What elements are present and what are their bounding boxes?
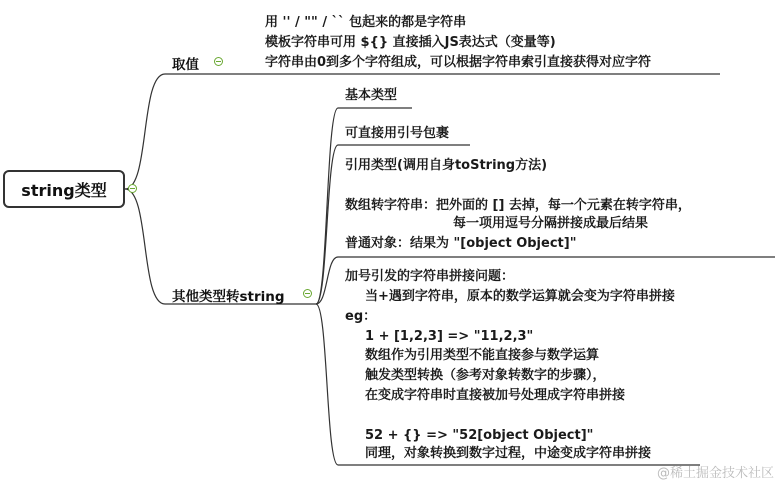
connector-convert-plus: [316, 304, 338, 465]
collapse-convert-icon[interactable]: [303, 289, 312, 298]
connector-convert-basic: [316, 108, 338, 304]
ref-object-line: 普通对象：结果为 "[object Object]": [345, 236, 577, 251]
plus-line-7: 在变成字符串时直接被加号处理成字符串拼接: [365, 388, 626, 403]
value-line-3: 字符串由0到多个字符组成，可以根据字符串索引直接获得对应字符: [265, 55, 652, 70]
connector-root-convert: [125, 189, 165, 304]
collapse-root-icon[interactable]: [128, 184, 137, 193]
child-basic: 基本类型: [345, 88, 398, 103]
plus-line-9: 同理，对象转换到数字过程，中途变成字符串拼接: [365, 446, 652, 461]
child-quote: 可直接用引号包裹: [345, 126, 450, 141]
branch-value-label[interactable]: 取值: [172, 57, 199, 73]
plus-line-4: 1 + [1,2,3] => "11,2,3": [365, 329, 534, 344]
watermark: @稀土掘金技术社区: [656, 466, 774, 481]
value-line-1: 用 '' / "" / `` 包起来的都是字符串: [265, 15, 467, 30]
plus-line-6: 触发类型转换（参考对象转数字的步骤），: [365, 368, 606, 383]
plus-line-1: 加号引发的字符串拼接问题：: [345, 269, 515, 284]
root-label: string类型: [21, 180, 107, 200]
ref-array-line-1: 数组转字符串：把外面的 [] 去掉，每一个元素在转字符串，: [345, 198, 691, 213]
ref-array-line-2: 每一项用逗号分隔拼接成最后结果: [453, 216, 649, 231]
plus-line-8: 52 + {} => "52[object Object]": [365, 428, 594, 443]
root-node[interactable]: [3, 170, 125, 208]
plus-line-5: 数组作为引用类型不能直接参与数学运算: [365, 348, 600, 363]
branch-convert-label[interactable]: 其他类型转string: [172, 289, 285, 305]
collapse-value-icon[interactable]: [214, 57, 223, 66]
plus-line-3: eg：: [345, 309, 377, 324]
connector-root-value: [125, 74, 165, 189]
plus-line-2: 当+遇到字符串，原本的数学运算就会变为字符串拼接: [365, 289, 675, 304]
ref-title: 引用类型(调用自身toString方法): [345, 158, 548, 173]
value-line-2: 模板字符串可用 ${} 直接插入JS表达式（变量等): [265, 35, 556, 50]
